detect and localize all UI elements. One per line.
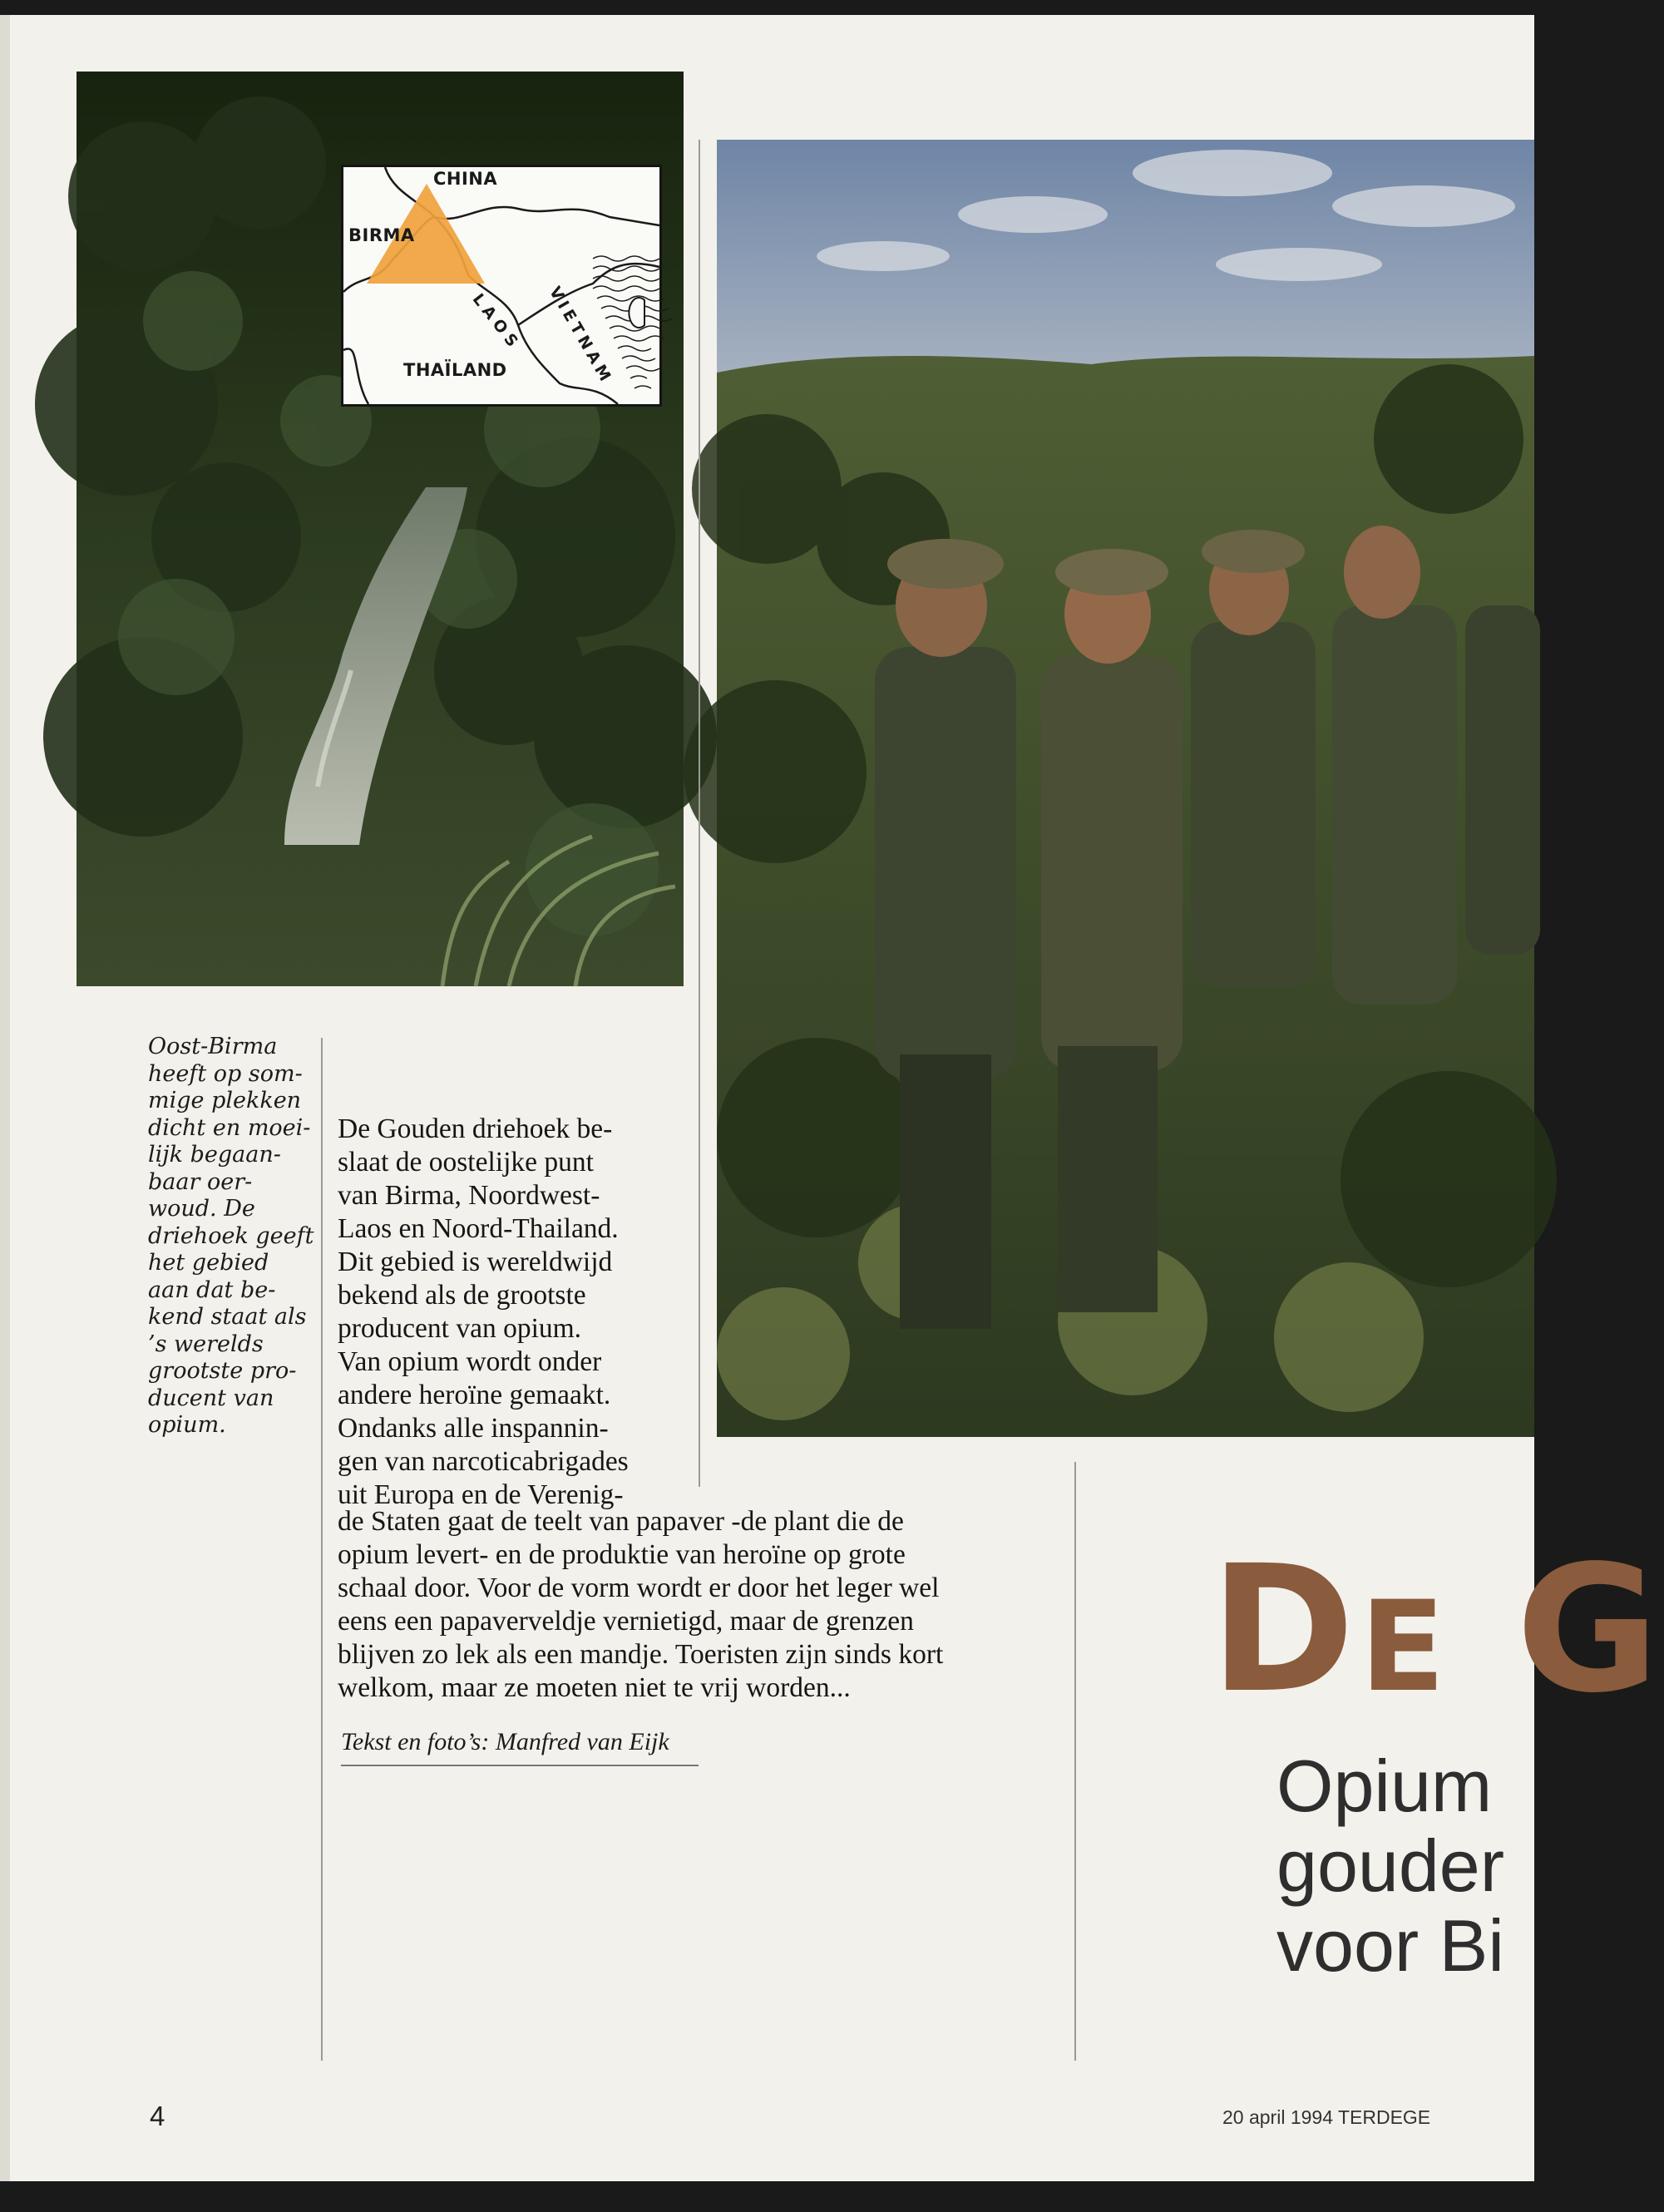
caption-line: mige plekken xyxy=(148,1088,302,1113)
author-credit: Tekst en foto’s: Manfred van Eijk xyxy=(341,1728,699,1766)
text-line: eens een papaverveldje vernietigd, maar de grenzen xyxy=(338,1606,914,1637)
headline-letter: D xyxy=(1210,1528,1360,1731)
headline-letter: G xyxy=(1515,1528,1664,1731)
text-line: Van opium wordt onder xyxy=(338,1346,602,1377)
column-rule-middle xyxy=(699,140,700,1487)
map-label-birma: BIRMA xyxy=(348,225,415,245)
text-line: van Birma, Noordwest- xyxy=(338,1180,600,1211)
page-number: 4 xyxy=(150,2101,165,2131)
text-line: welkom, maar ze moeten niet te vrij worden... xyxy=(338,1672,851,1703)
text-line: Dit gebied is wereldwijd xyxy=(338,1247,613,1277)
magazine-page xyxy=(0,15,1664,2181)
text-line: opium levert- en de produktie van heroïne op grote xyxy=(338,1539,906,1570)
caption-line: kend staat als xyxy=(148,1304,307,1330)
map-label-vietnam: VIETNAM xyxy=(545,284,617,388)
text-line: De Gouden driehoek be- xyxy=(338,1113,613,1144)
text-line: uit Europa en de Verenig- xyxy=(338,1479,624,1510)
subheadline-line: Opium xyxy=(1276,1745,1493,1827)
column-rule-right xyxy=(1074,1462,1076,2061)
intro-text-wide xyxy=(338,1505,1028,1705)
headline xyxy=(1210,1528,1664,1731)
intro-text-narrow xyxy=(338,1113,695,1512)
golden-triangle-map xyxy=(341,165,662,407)
caption-line: baar oer- xyxy=(148,1168,253,1195)
map-label-laos: LAOS xyxy=(468,290,525,355)
text-line: slaat de oostelijke punt xyxy=(338,1147,594,1178)
subheadline xyxy=(1276,1746,1504,1986)
text-line: Laos en Noord-Thailand. xyxy=(338,1213,619,1244)
caption-line: aan dat be- xyxy=(148,1276,276,1303)
photo-caption xyxy=(148,1034,314,1439)
subheadline-line: voor Bi xyxy=(1276,1904,1504,1987)
text-line: de Staten gaat de teelt van papaver -de plant die de xyxy=(338,1506,904,1537)
headline-letter: E xyxy=(1360,1575,1450,1720)
subheadline-line: gouder xyxy=(1276,1824,1505,1907)
text-line: blijven zo lek als een mandje. Toeristen zijn sinds kort xyxy=(338,1639,944,1670)
map-label-china: CHINA xyxy=(433,169,498,189)
text-line: producent van opium. xyxy=(338,1313,582,1344)
caption-line: opium. xyxy=(148,1412,226,1438)
soldiers-photo xyxy=(717,140,1534,1437)
text-line: Ondanks alle inspannin- xyxy=(338,1413,609,1444)
caption-line: ’s werelds xyxy=(148,1331,264,1357)
text-line: schaal door. Voor de vorm wordt er door het leger wel xyxy=(338,1573,940,1603)
text-line: bekend als de grootste xyxy=(338,1280,586,1311)
caption-line: grootste pro- xyxy=(148,1358,297,1384)
caption-line: lijk begaan- xyxy=(148,1142,281,1168)
caption-line: het gebied xyxy=(148,1250,269,1276)
map-label-thailand: THAÏLAND xyxy=(403,360,507,380)
footer-issue: 20 april 1994 TERDEGE xyxy=(1222,2106,1431,2128)
caption-line: driehoek geeft xyxy=(148,1222,314,1249)
text-line: andere heroïne gemaakt. xyxy=(338,1380,611,1410)
caption-line: heeft op som- xyxy=(148,1060,303,1087)
text-line: gen van narcoticabrigades xyxy=(338,1446,629,1477)
caption-line: woud. De xyxy=(148,1196,255,1222)
caption-line: dicht en moei- xyxy=(148,1114,311,1141)
caption-line: Oost-Birma xyxy=(148,1034,278,1059)
column-rule-left xyxy=(321,1038,323,2061)
caption-line: ducent van xyxy=(148,1385,274,1411)
